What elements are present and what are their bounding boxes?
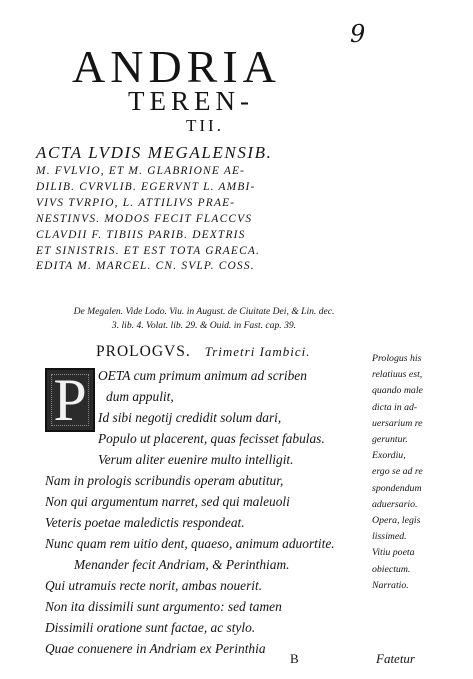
didascalia-line: EDITA M. MARCEL. CN. SVLP. COSS. <box>36 260 255 273</box>
verse-line: Id sibi negotij credidit solum dari, <box>98 410 282 425</box>
verse-line: Verum aliter euenire multo intelligit. <box>98 452 294 467</box>
marginal-notes <box>372 351 467 594</box>
verse-line: Quae conuenere in Andriam ex Perinthia <box>45 641 266 656</box>
author-line-2: TII. <box>186 116 224 135</box>
verse-line: Non qui argumentum narret, sed qui maleuoli <box>45 494 290 509</box>
verse-line: Menander fecit Andriam, & Perinthiam. <box>74 557 290 572</box>
author-line-1: TEREN- <box>128 86 254 116</box>
verse-line: Nunc quam rem uitio dent, quaeso, animum aduortite. <box>45 536 335 551</box>
prologue-heading <box>96 343 311 361</box>
margin-note-line: Vitiu poeta <box>372 547 415 559</box>
margin-note-line: ergo se ad re <box>372 466 423 478</box>
didascalia-line: DILIB. CVRVLIB. EGERVNT L. AMBI- <box>36 180 256 193</box>
scholarly-note <box>44 305 364 333</box>
verse-line: Veteris poetae maledictis respondeat. <box>45 515 245 530</box>
prologue-title: PROLOGVS. <box>96 343 191 360</box>
initial-letter: P <box>53 367 87 433</box>
didascalia-line: VIVS TVRPIO, L. ATTILIVS PRAE- <box>36 196 236 209</box>
verse-line: Qui utramuis recte norit, ambas nouerit. <box>45 578 263 593</box>
decorated-initial <box>45 368 95 432</box>
verse-line: Nam in prologis scribundis operam abutitur, <box>45 473 284 488</box>
margin-note-line: Narratio. <box>372 579 409 591</box>
margin-note-line: Exordiu, <box>372 450 406 462</box>
didascalia-line: NESTINVS. MODOS FECIT FLACCVS <box>36 212 253 225</box>
margin-note-line: spondendum <box>372 482 422 494</box>
margin-note-line: obiectum. <box>372 563 411 575</box>
page-number: 9 <box>350 20 366 48</box>
catchword: Fatetur <box>376 651 415 666</box>
meter-label: Trimetri Iambici. <box>204 344 311 359</box>
margin-note-line: uersarium re <box>372 417 423 429</box>
margin-note-line: aduersario. <box>372 498 418 510</box>
verse-line: Dissimili oratione sunt factae, ac stylo. <box>45 620 256 635</box>
margin-note-line: dicta in ad- <box>372 401 418 413</box>
didascalia-line: M. FVLVIO, ET M. GLABRIONE AE- <box>36 165 246 177</box>
verse-line: OETA cum primum animum ad scriben <box>98 368 307 383</box>
margin-note-line: geruntur. <box>372 434 408 446</box>
margin-note-line: Prologus his <box>372 353 422 364</box>
margin-note-line: Opera, legis <box>372 515 421 527</box>
didascalia-line: ACTA LVDIS MEGALENSIB. <box>36 143 273 162</box>
didascalia-line: ET SINISTRIS. ET EST TOTA GRAECA. <box>36 244 261 257</box>
verse-line: Populo ut placerent, quas fecisset fabulas. <box>98 431 325 446</box>
verse-line: Non ita dissimili sunt argumento: sed tamen <box>45 599 282 614</box>
verse-line: dum appulit, <box>106 389 174 404</box>
didascalia-block <box>36 142 381 275</box>
didascalia-line: CLAVDII F. TIBIIS PARIB. DEXTRIS <box>36 228 246 241</box>
signature-mark: B <box>290 651 299 666</box>
note-line: De Megalen. Vide Lodo. Viu. in August. de Ciuitate Dei, & Lin. dec. <box>73 306 335 317</box>
margin-note-line: quando male <box>372 385 423 397</box>
margin-note-line: lissimed. <box>372 531 407 543</box>
margin-note-line: relatiuus est, <box>372 369 423 381</box>
note-line: 3. lib. 4. Volat. lib. 29. & Ouid. in Fast. cap. 39. <box>111 320 297 331</box>
play-title: ANDRIA <box>72 41 281 92</box>
